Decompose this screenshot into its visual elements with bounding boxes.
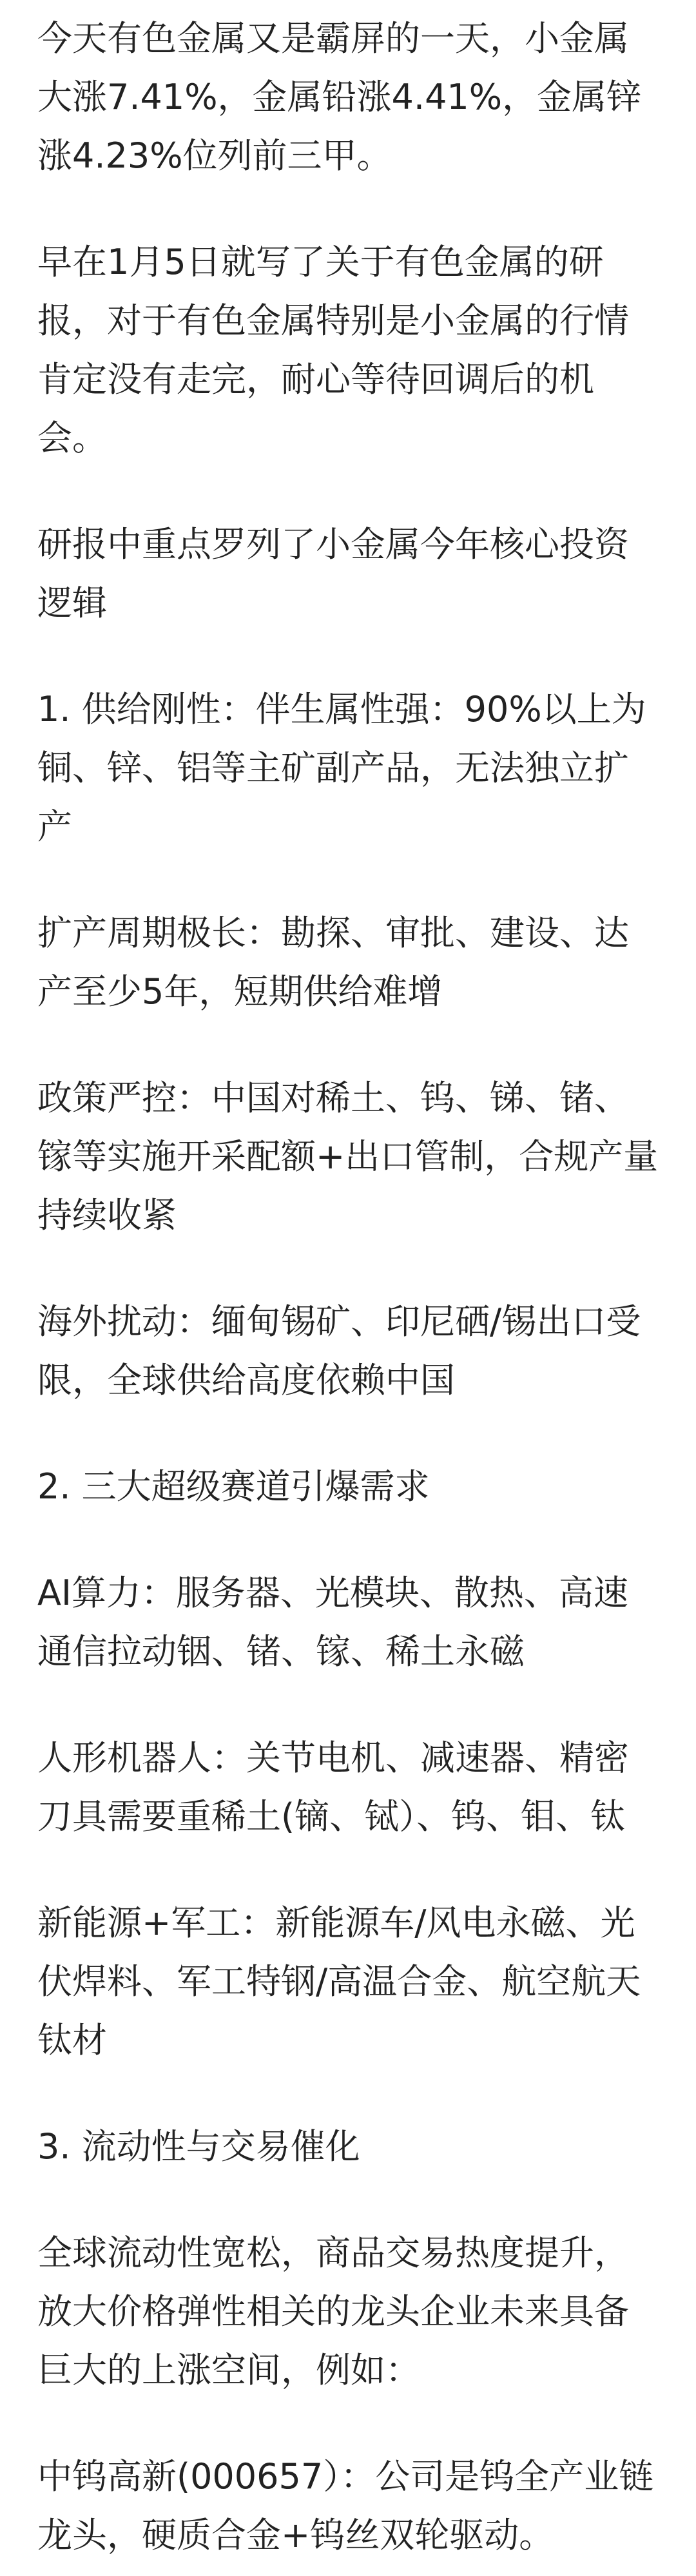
- paragraph-3: 研报中重点罗列了小金属今年核心投资逻辑: [37, 524, 629, 623]
- paragraph-6: 政策严控：中国对稀土、钨、锑、锗、镓等实施开采配额+出口管制，合规产量持续收紧: [37, 1078, 659, 1235]
- paragraph-13: 全球流动性宽松，商品交易热度提升，放大价格弹性相关的龙头企业未来具备巨大的上涨空间，例如：: [37, 2232, 629, 2390]
- paragraph-10: 人形机器人：关节电机、减速器、精密刀具需要重稀土(镝、铽）、钨、钼、钛: [37, 1738, 629, 1837]
- paragraph-14: 中钨高新(000657）：公司是钨全产业链龙头，硬质合金+钨丝双轮驱动。: [37, 2456, 654, 2555]
- paragraph-12: 3. 流动性与交易催化: [37, 2126, 360, 2167]
- paragraph-8: 2. 三大超级赛道引爆需求: [37, 1466, 430, 1507]
- paragraph-5: 扩产周期极长：勘探、审批、建设、达产至少5年，短期供给难增: [37, 913, 629, 1012]
- paragraph-7: 海外扰动：缅甸锡矿、印尼硒/锡出口受限，全球供给高度依赖中国: [37, 1301, 641, 1400]
- paragraph-2: 早在1月5日就写了关于有色金属的研报，对于有色金属特别是小金属的行情肯定没有走完，耐心等待回调后的机会。: [37, 242, 629, 458]
- paragraph-11: 新能源+军工：新能源车/风电永磁、光伏焊料、军工特钢/高温合金、航空航天钛材: [37, 1903, 641, 2060]
- paragraph-1: 今天有色金属又是霸屏的一天，小金属大涨7.41%，金属铅涨4.41%，金属锌涨4.23%位列前三甲。: [37, 18, 642, 176]
- paragraph-4: 1. 供给刚性：伴生属性强：90%以上为铜、锌、铝等主矿副产品，无法独立扩产: [37, 689, 646, 847]
- paragraph-9: AI算力：服务器、光模块、散热、高速通信拉动铟、锗、镓、稀土永磁: [37, 1573, 628, 1672]
